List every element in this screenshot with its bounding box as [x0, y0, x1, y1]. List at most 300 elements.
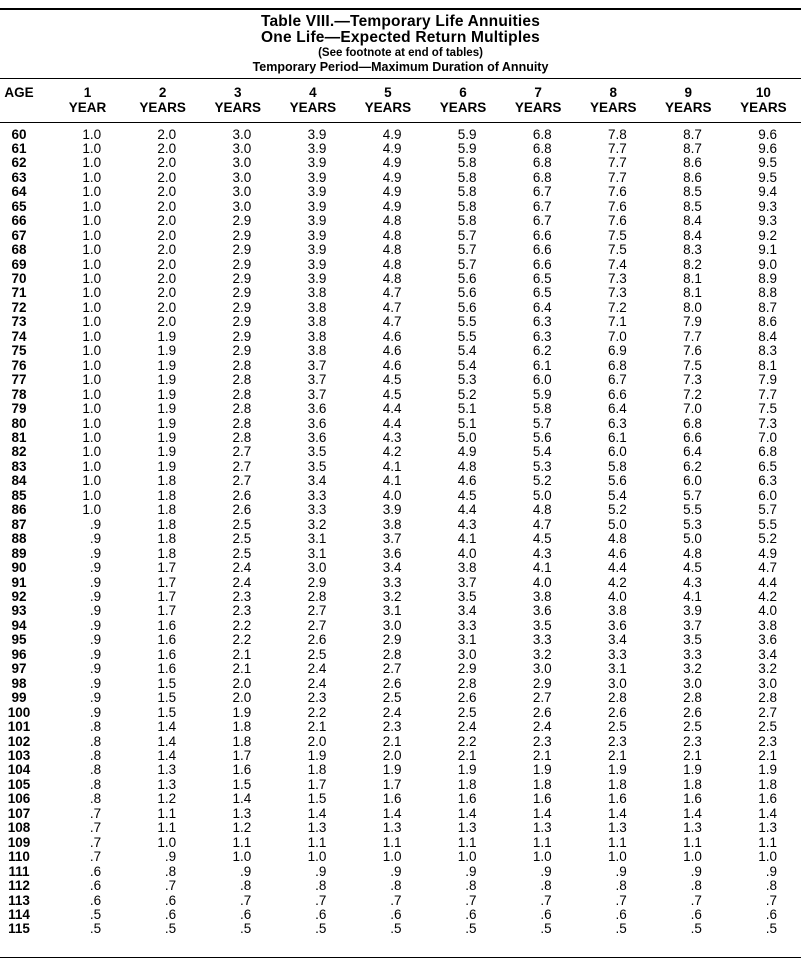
value-cell: 1.8 [157, 474, 177, 489]
value-cell: 3.0 [382, 618, 402, 633]
column-header-number: 8 [609, 84, 617, 100]
value-cell: 9.0 [758, 257, 777, 272]
table-row [0, 532, 801, 546]
value-cell: 5.0 [532, 488, 552, 503]
value-cell: 1.1 [607, 835, 627, 850]
column-header [200, 78, 275, 122]
value-cell: 1.7 [232, 748, 252, 763]
value-cell: 4.7 [382, 315, 402, 330]
value-cell: 1.9 [532, 763, 552, 778]
column-header-unit: YEARS [740, 99, 787, 115]
value-cell: 4.6 [607, 546, 627, 561]
value-cell: 7.3 [607, 272, 627, 287]
value-cell: 2.7 [232, 459, 252, 474]
value-cell: .8 [89, 792, 102, 807]
value-cell: 1.0 [82, 358, 102, 373]
value-cell: 1.6 [157, 618, 177, 633]
value-cell: 6.4 [532, 300, 552, 315]
column-header-number: 10 [755, 84, 771, 100]
value-cell: 4.5 [683, 561, 702, 576]
footnote-reference: (See footnote at end of tables) [318, 46, 483, 59]
value-cell: 1.0 [82, 156, 102, 171]
value-cell: 3.2 [532, 647, 552, 662]
value-cell: 9.3 [758, 214, 777, 229]
value-cell: .8 [540, 879, 552, 894]
value-cell: 1.0 [82, 329, 102, 344]
value-cell: 5.5 [457, 315, 477, 330]
value-cell: 6.5 [532, 272, 552, 287]
value-cell: 5.9 [457, 141, 477, 156]
value-cell: 9.5 [758, 170, 777, 185]
value-cell: 4.6 [382, 329, 402, 344]
value-cell: 7.7 [607, 141, 627, 156]
value-cell: 1.7 [157, 561, 177, 576]
value-cell: 2.5 [232, 546, 252, 561]
value-cell: .6 [164, 893, 177, 908]
value-cell: 5.7 [457, 243, 477, 258]
value-cell: 1.1 [157, 821, 177, 836]
value-cell: 2.2 [307, 705, 327, 720]
column-header [125, 78, 200, 122]
value-cell: .9 [315, 864, 327, 879]
value-cell: 2.4 [532, 720, 552, 735]
value-cell: 2.7 [307, 618, 327, 633]
value-cell: 2.1 [232, 662, 252, 677]
value-cell: 1.0 [532, 850, 552, 865]
value-cell: 2.0 [157, 170, 177, 185]
value-cell: 3.5 [457, 590, 477, 604]
table-row [0, 503, 801, 517]
value-cell: 5.5 [683, 503, 702, 518]
value-cell: 2.2 [232, 618, 252, 633]
value-cell: 1.4 [758, 806, 777, 821]
value-cell: 1.0 [82, 488, 102, 503]
age-cell: 73 [11, 315, 27, 330]
value-cell: 2.7 [532, 691, 552, 706]
value-cell: .8 [164, 864, 177, 879]
value-cell: 8.7 [758, 300, 777, 315]
value-cell: 2.1 [232, 647, 252, 662]
value-cell: 2.6 [457, 691, 477, 706]
value-cell: .9 [89, 546, 102, 561]
value-cell: 2.7 [758, 705, 777, 720]
value-cell: 3.6 [532, 604, 552, 619]
value-cell: 6.1 [607, 431, 627, 446]
table-row [0, 272, 801, 286]
value-cell: 1.1 [758, 835, 777, 850]
value-cell: 3.0 [532, 662, 552, 677]
age-cell: 114 [8, 907, 30, 922]
value-cell: 2.7 [232, 474, 252, 489]
value-cell: .9 [240, 864, 252, 879]
value-cell: 1.0 [82, 228, 102, 243]
value-cell: 7.3 [683, 373, 702, 388]
value-cell: .8 [240, 879, 252, 894]
value-cell: 3.3 [307, 503, 327, 518]
value-cell: .6 [164, 907, 177, 922]
value-cell: 2.9 [232, 214, 252, 229]
table-row [0, 373, 801, 387]
value-cell: 6.6 [532, 228, 552, 243]
value-cell: 1.0 [82, 141, 102, 156]
value-cell: 2.1 [457, 748, 477, 763]
value-cell: 3.7 [307, 358, 327, 373]
table-row [0, 171, 801, 185]
value-cell: 2.0 [157, 141, 177, 156]
value-cell: 1.8 [457, 777, 477, 792]
value-cell: 1.7 [382, 777, 402, 792]
value-cell: 2.5 [607, 720, 627, 735]
value-cell: .7 [615, 893, 627, 908]
age-cell: 84 [11, 474, 27, 489]
value-cell: 5.8 [457, 170, 477, 185]
value-cell: 7.3 [758, 416, 777, 431]
age-cell: 62 [11, 156, 27, 171]
value-cell: 1.0 [82, 431, 102, 446]
value-cell: 7.7 [683, 329, 702, 344]
value-cell: 6.8 [532, 141, 552, 156]
value-cell: .9 [89, 618, 102, 633]
value-cell: 1.1 [532, 835, 552, 850]
value-cell: 1.3 [307, 821, 327, 836]
table-row [0, 185, 801, 199]
age-cell: 79 [11, 402, 27, 417]
value-cell: 3.0 [307, 561, 327, 576]
age-cell: 66 [11, 214, 27, 229]
value-cell: 1.0 [82, 315, 102, 330]
value-cell: 1.3 [683, 821, 702, 836]
value-cell: 8.1 [683, 286, 702, 301]
value-cell: 2.6 [307, 633, 327, 648]
value-cell: 1.9 [157, 459, 177, 474]
value-cell: 6.2 [532, 344, 552, 359]
value-cell: .9 [89, 561, 102, 576]
age-cell: 102 [7, 734, 31, 749]
value-cell: 7.0 [607, 329, 627, 344]
value-cell: 2.6 [683, 705, 702, 720]
value-cell: .6 [89, 893, 102, 908]
value-cell: 3.3 [307, 488, 327, 503]
value-cell: 4.0 [758, 604, 777, 619]
value-cell: 4.9 [382, 185, 402, 200]
value-cell: 1.8 [607, 777, 627, 792]
value-cell: 3.5 [307, 445, 327, 460]
value-cell: 1.4 [232, 792, 252, 807]
value-cell: 8.6 [683, 156, 702, 171]
value-cell: 2.8 [758, 691, 777, 706]
value-cell: 4.9 [382, 156, 402, 171]
annuity-table [0, 78, 801, 937]
table-row [0, 662, 801, 676]
column-header-unit: YEARS [289, 99, 337, 115]
age-cell: 77 [11, 373, 27, 388]
value-cell: .9 [89, 575, 102, 590]
value-cell: 1.4 [457, 806, 477, 821]
value-cell: 9.5 [758, 156, 777, 171]
age-cell: 76 [11, 358, 27, 373]
table-title-block [0, 10, 801, 74]
value-cell: 3.1 [457, 633, 477, 648]
value-cell: 1.9 [157, 373, 177, 388]
value-cell: 2.8 [457, 676, 477, 691]
value-cell: 1.4 [157, 720, 177, 735]
value-cell: 2.9 [232, 228, 252, 243]
value-cell: .5 [465, 922, 477, 937]
column-header-number: 5 [384, 84, 392, 100]
column-header-unit: YEARS [439, 99, 487, 115]
value-cell: .7 [765, 893, 777, 908]
value-cell: 3.4 [607, 633, 627, 648]
value-cell: 4.4 [758, 575, 777, 590]
table-row [0, 778, 801, 792]
value-cell: 3.2 [683, 662, 702, 677]
age-cell: 90 [11, 561, 27, 576]
age-cell: 64 [11, 185, 27, 200]
value-cell: 1.0 [307, 850, 327, 865]
value-cell: 2.0 [157, 199, 177, 214]
value-cell: 4.9 [758, 546, 777, 561]
value-cell: 5.3 [532, 459, 552, 474]
value-cell: 9.6 [758, 126, 777, 142]
value-cell: 6.9 [607, 344, 627, 359]
value-cell: 6.3 [532, 315, 552, 330]
value-cell: 6.3 [532, 329, 552, 344]
value-cell: 2.1 [683, 748, 702, 763]
value-cell: 4.9 [382, 170, 402, 185]
value-cell: 1.9 [307, 748, 327, 763]
value-cell: 1.4 [157, 748, 177, 763]
value-cell: 6.5 [532, 286, 552, 301]
value-cell: 6.3 [607, 416, 627, 431]
value-cell: 7.7 [607, 170, 627, 185]
value-cell: 2.8 [307, 590, 327, 604]
value-cell: 2.9 [232, 315, 252, 330]
value-cell: 3.0 [457, 647, 477, 662]
value-cell: 2.3 [232, 604, 252, 619]
value-cell: 2.1 [758, 748, 777, 763]
value-cell: 4.3 [683, 575, 702, 590]
value-cell: 1.8 [232, 720, 252, 735]
value-cell: 3.4 [457, 604, 477, 619]
value-cell: 5.6 [457, 272, 477, 287]
value-cell: 4.4 [457, 503, 477, 518]
value-cell: .7 [164, 879, 177, 894]
value-cell: 1.0 [82, 257, 102, 272]
value-cell: 1.3 [758, 821, 777, 836]
value-cell: 2.5 [457, 705, 477, 720]
value-cell: .9 [89, 662, 102, 677]
value-cell: 3.1 [382, 604, 402, 619]
value-cell: 1.4 [607, 806, 627, 821]
table-row [0, 720, 801, 734]
value-cell: 8.5 [683, 185, 702, 200]
age-cell: 95 [11, 633, 27, 648]
value-cell: 1.4 [382, 806, 402, 821]
value-cell: 1.0 [82, 300, 102, 315]
age-cell: 61 [11, 141, 27, 156]
value-cell: 7.3 [607, 286, 627, 301]
value-cell: 6.6 [532, 243, 552, 258]
value-cell: 1.3 [232, 806, 252, 821]
value-cell: 6.6 [607, 387, 627, 402]
value-cell: 6.6 [683, 431, 702, 446]
value-cell: 4.0 [607, 590, 627, 604]
value-cell: 4.8 [607, 532, 627, 547]
value-cell: 1.0 [82, 373, 102, 388]
value-cell: 1.9 [157, 416, 177, 431]
value-cell: 3.7 [307, 387, 327, 402]
value-cell: 2.8 [232, 416, 252, 431]
value-cell: .9 [615, 864, 627, 879]
value-cell: 6.0 [683, 474, 702, 489]
table-row [0, 445, 801, 459]
value-cell: .9 [89, 633, 102, 648]
table-row [0, 518, 801, 532]
value-cell: .5 [615, 922, 627, 937]
table-row [0, 122, 801, 142]
value-cell: 1.0 [82, 214, 102, 229]
value-cell: .7 [89, 835, 102, 850]
value-cell: 2.9 [232, 243, 252, 258]
value-cell: 4.1 [683, 590, 702, 604]
value-cell: 2.1 [307, 720, 327, 735]
value-cell: 1.0 [82, 243, 102, 258]
age-cell: 67 [11, 228, 27, 243]
value-cell: 5.9 [532, 387, 552, 402]
value-cell: 5.5 [457, 329, 477, 344]
age-cell: 75 [11, 344, 27, 359]
value-cell: 7.6 [607, 185, 627, 200]
value-cell: 1.9 [157, 387, 177, 402]
value-cell: 4.8 [457, 459, 477, 474]
value-cell: 3.0 [232, 185, 252, 200]
value-cell: 2.0 [157, 228, 177, 243]
value-cell: 1.8 [157, 503, 177, 518]
value-cell: 2.0 [157, 286, 177, 301]
value-cell: 3.5 [307, 459, 327, 474]
value-cell: 2.2 [232, 633, 252, 648]
table-row [0, 792, 801, 806]
value-cell: .8 [89, 720, 102, 735]
value-cell: 1.0 [82, 387, 102, 402]
value-cell: 5.2 [532, 474, 552, 489]
table-row [0, 315, 801, 329]
column-header-unit: YEARS [589, 99, 637, 115]
value-cell: 1.0 [82, 445, 102, 460]
value-cell: 1.8 [157, 532, 177, 547]
value-cell: 8.9 [758, 272, 777, 287]
value-cell: 2.0 [157, 243, 177, 258]
table-row [0, 156, 801, 170]
value-cell: 1.0 [232, 850, 252, 865]
value-cell: 3.9 [307, 228, 327, 243]
value-cell: 4.8 [532, 503, 552, 518]
column-header [50, 78, 125, 122]
value-cell: 4.8 [382, 257, 402, 272]
age-cell: 74 [11, 329, 27, 344]
value-cell: 6.8 [758, 445, 777, 460]
value-cell: 8.4 [683, 214, 702, 229]
column-header-number: 6 [459, 84, 467, 100]
value-cell: 4.0 [457, 546, 477, 561]
value-cell: .5 [390, 922, 402, 937]
value-cell: 2.9 [232, 300, 252, 315]
value-cell: 2.1 [532, 748, 552, 763]
value-cell: .5 [765, 922, 777, 937]
value-cell: 2.9 [232, 286, 252, 301]
value-cell: 1.0 [382, 850, 402, 865]
header-row [0, 78, 801, 122]
value-cell: 6.8 [532, 156, 552, 171]
age-cell: 115 [8, 922, 30, 937]
value-cell: 1.9 [232, 705, 252, 720]
value-cell: 3.6 [758, 633, 777, 648]
value-cell: 7.2 [607, 300, 627, 315]
value-cell: 1.5 [232, 777, 252, 792]
value-cell: 1.1 [457, 835, 477, 850]
value-cell: 3.9 [683, 604, 702, 619]
value-cell: .9 [540, 864, 552, 879]
age-cell: 69 [11, 257, 27, 272]
table-body [0, 122, 801, 937]
column-header-unit: YEARS [139, 99, 186, 115]
value-cell: 9.2 [758, 228, 777, 243]
value-cell: 2.8 [232, 373, 252, 388]
table-row [0, 821, 801, 835]
value-cell: 8.3 [758, 344, 777, 359]
value-cell: 2.5 [683, 720, 702, 735]
value-cell: 5.9 [457, 126, 477, 142]
table-row [0, 417, 801, 431]
value-cell: 2.9 [307, 575, 327, 590]
value-cell: 8.6 [758, 315, 777, 330]
value-cell: .9 [164, 850, 177, 865]
value-cell: .5 [164, 922, 177, 937]
value-cell: 3.5 [532, 618, 552, 633]
value-cell: 3.0 [232, 156, 252, 171]
value-cell: 1.5 [157, 691, 177, 706]
age-cell: 85 [11, 488, 27, 503]
column-header-number: 1 [83, 84, 92, 100]
value-cell: .7 [540, 893, 552, 908]
table-row [0, 633, 801, 647]
value-cell: 2.9 [232, 257, 252, 272]
value-cell: .5 [89, 907, 102, 922]
value-cell: 3.8 [532, 590, 552, 604]
value-cell: 2.0 [157, 300, 177, 315]
value-cell: 1.9 [683, 763, 702, 778]
age-cell: 92 [11, 590, 27, 604]
value-cell: 1.8 [307, 763, 327, 778]
age-cell: 83 [11, 459, 27, 474]
age-cell: 60 [11, 126, 27, 142]
value-cell: 2.6 [532, 705, 552, 720]
value-cell: 2.8 [232, 387, 252, 402]
value-cell: 1.0 [82, 344, 102, 359]
value-cell: 7.6 [607, 214, 627, 229]
age-cell: 109 [7, 835, 31, 850]
table-row [0, 894, 801, 908]
table-row [0, 879, 801, 893]
value-cell: 3.2 [758, 662, 777, 677]
value-cell: 1.4 [157, 734, 177, 749]
value-cell: 8.4 [683, 228, 702, 243]
value-cell: 4.6 [382, 344, 402, 359]
age-cell: 112 [8, 879, 30, 894]
value-cell: 5.7 [532, 416, 552, 431]
table-row [0, 604, 801, 618]
value-cell: 4.2 [382, 445, 402, 460]
